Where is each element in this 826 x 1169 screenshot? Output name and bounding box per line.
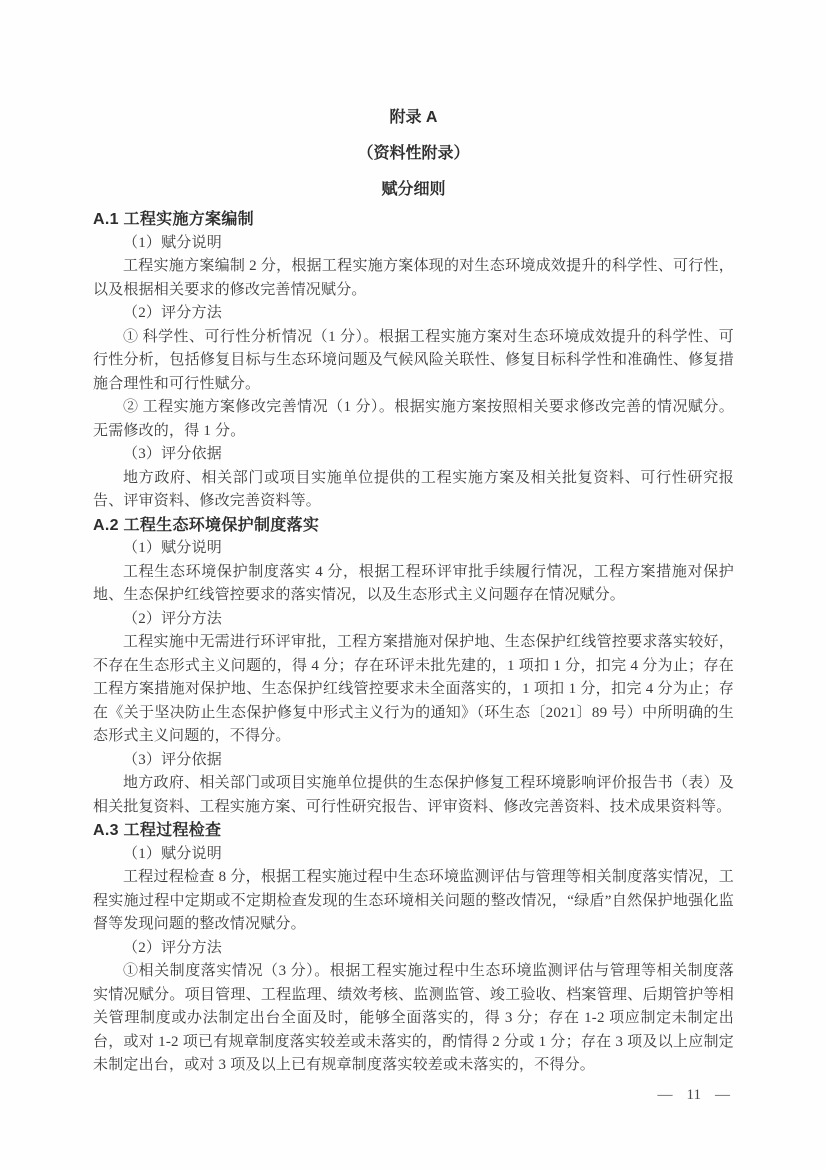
section-a2 xyxy=(93,514,734,820)
appendix-title: 附录 A xyxy=(389,109,438,126)
a2-scoring-method-label: （2）评分方法 xyxy=(123,610,222,627)
a2-scoring-basis-label: （3）评分依据 xyxy=(123,751,222,768)
a1-scoring-method-item-2: ② 工程实施方案修改完善情况（1 分）。根据实施方案按照相关要求修改完善的情况赋分。无需修改的，得 1 分。 xyxy=(93,399,734,439)
a3-scoring-method-label: （2）评分方法 xyxy=(123,939,222,956)
appendix-subtitle: （资料性附录） xyxy=(357,145,470,162)
page-number-dash-right: — xyxy=(715,1087,730,1103)
page-content xyxy=(93,108,734,1078)
a3-scoring-description-text: 工程过程检查 8 分，根据工程实施过程中生态环境监测评估与管理等相关制度落实情况，工程实施过程中定期或不定期检查发现的生态环境相关问题的整改情况，“绿盾”自然保护地强化监督等发现问题的整改情况赋分。 xyxy=(93,869,734,932)
a1-scoring-description-label: （1）赋分说明 xyxy=(123,234,222,251)
a1-scoring-description-text: 工程实施方案编制 2 分，根据工程实施方案体现的对生态环境成效提升的科学性、可行性，以及根据相关要求的修改完善情况赋分。 xyxy=(93,258,734,298)
a2-scoring-method-text: 工程实施中无需进行环评审批，工程方案措施对保护地、生态保护红线管控要求落实较好，不存在生态形式主义问题的，得 4 分；存在环评未批先建的，1 项扣 1 分，扣完 4 分为止；存在工程方案措施对保护地、生态保护红线管控要求未全面落实的，1 项扣 1 分，扣完 4 分为止；存在《关于坚决防止生态保护修复中形式主义行为的通知》（环生态〔2021〕89 号）中所明确的生态形式主义问题的，不得分。 xyxy=(93,634,734,744)
page-number xyxy=(658,1086,730,1104)
appendix-heading: 赋分细则 xyxy=(381,181,446,198)
a3-scoring-method-item-1: ①相关制度落实情况（3 分）。根据工程实施过程中生态环境监测评估与管理等相关制度落实情况赋分。项目管理、工程监理、绩效考核、监测监管、竣工验收、档案管理、后期管护等相关管理制度或办法制定出台全面及时，能够全面落实的，得 3 分；存在 1-2 项应制定未制定出台，或对 1-2 项已有规章制度落实较差或未落实的，酌情得 2 分或 1 分；存在 3 项及以上应制定未制定出台，或对 3 项及以上已有规章制度落实较差或未落实的，不得分。 xyxy=(93,963,734,1073)
a2-scoring-basis-text: 地方政府、相关部门或项目实施单位提供的生态保护修复工程环境影响评价报告书（表）及相关批复资料、工程实施方案、可行性研究报告、评审资料、修改完善资料、技术成果资料等。 xyxy=(93,775,734,815)
section-a2-heading: A.2 工程生态环境保护制度落实 xyxy=(93,516,320,534)
a1-scoring-basis-text: 地方政府、相关部门或项目实施单位提供的工程实施方案及相关批复资料、可行性研究报告、评审资料、修改完善资料等。 xyxy=(93,469,734,509)
section-a3-heading: A.3 工程过程检查 xyxy=(93,822,222,839)
a3-scoring-description-label: （1）赋分说明 xyxy=(123,845,222,862)
a1-scoring-method-label: （2）评分方法 xyxy=(123,305,222,321)
page-number-value: 11 xyxy=(686,1087,701,1103)
page-number-dash-left: — xyxy=(657,1087,673,1103)
a1-scoring-method-item-1: ① 科学性、可行性分析情况（1 分）。根据工程实施方案对生态环境成效提升的科学性、可行性分析，包括修复目标与生态环境问题及气候风险关联性、修复目标科学性和准确性、修复措施合理性和可行性赋分。 xyxy=(93,328,734,392)
section-a3 xyxy=(93,819,734,1078)
section-a1-heading: A.1 工程实施方案编制 xyxy=(93,211,254,228)
a2-scoring-description-text: 工程生态环境保护制度落实 4 分，根据工程环评审批手续履行情况，工程方案措施对保护地、生态保护红线管控要求的落实情况，以及生态形式主义问题存在情况赋分。 xyxy=(93,563,734,603)
a1-scoring-basis-label: （3）评分依据 xyxy=(123,446,222,462)
a2-scoring-description-label: （1）赋分说明 xyxy=(123,540,222,556)
section-a1 xyxy=(93,208,734,514)
